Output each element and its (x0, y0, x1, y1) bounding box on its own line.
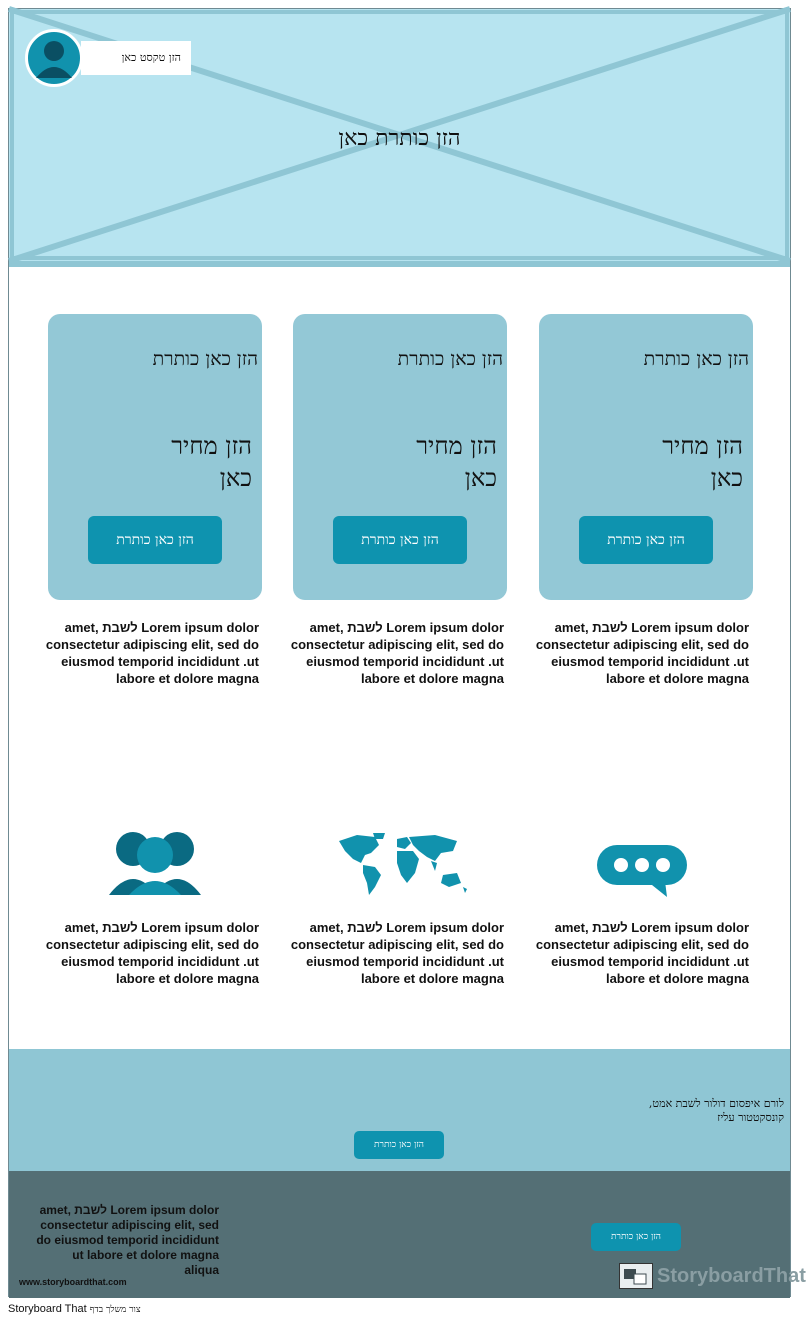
logo-mark-icon (619, 1263, 653, 1289)
card-price: הזן מחיר כאן (416, 432, 497, 492)
people-group-icon (107, 829, 203, 897)
user-icon (28, 32, 80, 84)
hero-title: הזן כותרת כאן (338, 126, 461, 151)
avatar-label: הזן טקסט כאן (81, 41, 191, 75)
card-description: amet, לשבת Lorem ipsum dolor consectetur adipiscing elit, sed do eiusmod temporid incididunt .ut labore et dolore magna (535, 620, 749, 686)
logo-text: StoryboardThat (657, 1265, 806, 1287)
card-button[interactable]: הזן כאן כותרת (88, 516, 222, 564)
card-title: הזן כאן כותרת (397, 348, 503, 370)
footer-button[interactable]: הזן כאן כותרת (591, 1223, 681, 1251)
feature-description: amet, לשבת Lorem ipsum dolor consectetur adipiscing elit, sed do eiusmod temporid incididunt .ut labore et dolore magna (535, 920, 749, 986)
chat-bubble-icon (597, 845, 687, 899)
world-map-icon (335, 831, 469, 897)
page-caption (8, 1303, 141, 1315)
band-button[interactable]: הזן כאן כותרת (354, 1131, 444, 1159)
card-description: amet, לשבת Lorem ipsum dolor consectetur adipiscing elit, sed do eiusmod temporid incididunt .ut labore et dolore magna (45, 620, 259, 686)
card-price: הזן מחיר כאן (662, 432, 743, 492)
cta-band (9, 1049, 790, 1171)
storyboardthat-logo (619, 1263, 806, 1289)
feature-description: amet, לשבת Lorem ipsum dolor consectetur adipiscing elit, sed do eiusmod temporid incididunt .ut labore et dolore magna (290, 920, 504, 986)
card-description: amet, לשבת Lorem ipsum dolor consectetur adipiscing elit, sed do eiusmod temporid incididunt .ut labore et dolore magna (290, 620, 504, 686)
card-button[interactable]: הזן כאן כותרת (333, 516, 467, 564)
page-frame (8, 8, 806, 1297)
band-text-line: לורם איפסום דולור לשבת אמט, (648, 1097, 784, 1110)
card-title: הזן כאן כותרת (152, 348, 258, 370)
avatar (25, 29, 83, 87)
card-title: הזן כאן כותרת (643, 348, 749, 370)
footer (9, 1171, 806, 1298)
pricing-card (293, 314, 507, 600)
card-button[interactable]: הזן כאן כותרת (579, 516, 713, 564)
band-text (649, 1097, 784, 1125)
footer-text: amet, לשבת Lorem ipsum dolor consectetur adipiscing elit, sed do eiusmod temporid incididunt ut labore et dolore magna aliqua (36, 1203, 219, 1277)
pricing-card (539, 314, 753, 600)
feature-description: amet, לשבת Lorem ipsum dolor consectetur adipiscing elit, sed do eiusmod temporid incididunt .ut labore et dolore magna (45, 920, 259, 986)
pricing-card (48, 314, 262, 600)
hero-banner (9, 9, 790, 267)
band-text-line: קונסקטטור עליז (717, 1111, 784, 1124)
caption-hebrew: צור משלך בדף (89, 1305, 141, 1315)
caption-brand[interactable]: Storyboard That (8, 1303, 87, 1315)
card-price: הזן מחיר כאן (171, 432, 252, 492)
site-url[interactable]: www.storyboardthat.com (19, 1277, 127, 1287)
